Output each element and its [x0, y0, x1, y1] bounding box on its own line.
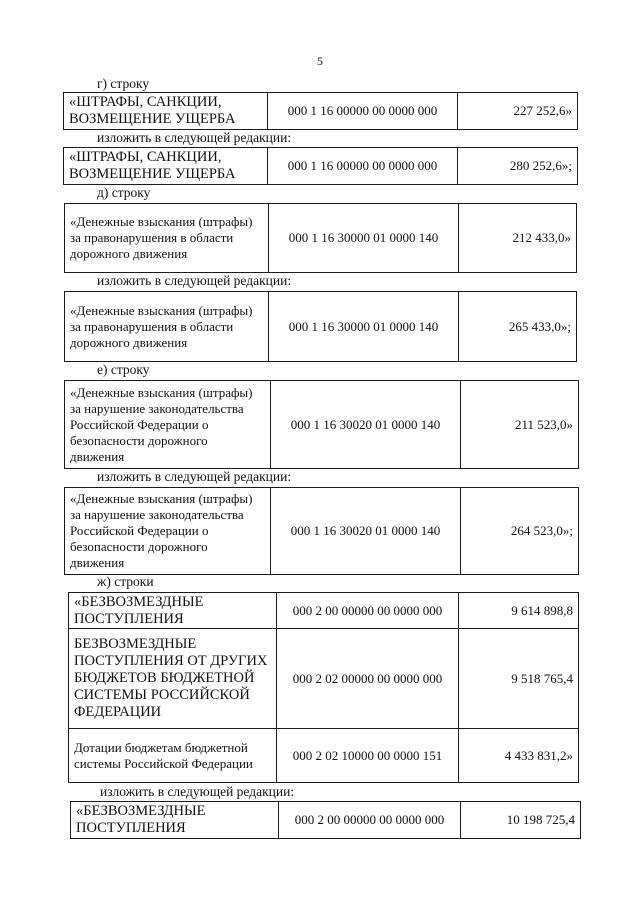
- instruction-replace: изложить в следующей редакции:: [97, 273, 292, 288]
- row-amount: 9 614 898,8: [459, 593, 579, 629]
- row-code: 000 1 16 00000 00 0000 000: [268, 93, 458, 130]
- table-row: [64, 380, 579, 469]
- row-amount: 227 252,6»: [458, 93, 578, 130]
- table-row: [64, 203, 577, 273]
- table-row: [64, 291, 577, 362]
- row-code: 000 1 16 30020 01 0000 140: [271, 381, 461, 469]
- row-amount: 4 433 831,2»: [459, 729, 579, 783]
- instruction-d: д) строку: [97, 185, 151, 200]
- row-code: 000 1 16 00000 00 0000 000: [268, 148, 458, 185]
- row-name: «Денежные взыскания (штрафы) за правонарушения в области дорожного движения: [65, 292, 269, 362]
- row-amount: 211 523,0»: [461, 381, 579, 469]
- row-amount: 9 518 765,4: [459, 629, 579, 729]
- table-row: [64, 487, 579, 575]
- row-code: 000 1 16 30020 01 0000 140: [271, 488, 461, 575]
- row-code: 000 2 00 00000 00 0000 000: [277, 593, 459, 629]
- row-name: «ШТРАФЫ, САНКЦИИ, ВОЗМЕЩЕНИЕ УЩЕРБА: [64, 93, 268, 130]
- row-name: Дотации бюджетам бюджетной системы Российской Федерации: [69, 729, 277, 783]
- instruction-g: г) строку: [97, 76, 150, 91]
- row-code: 000 2 02 00000 00 0000 000: [277, 629, 459, 729]
- row-code: 000 1 16 30000 01 0000 140: [269, 204, 459, 273]
- row-amount: 265 433,0»;: [459, 292, 577, 362]
- row-name: «ШТРАФЫ, САНКЦИИ, ВОЗМЕЩЕНИЕ УЩЕРБА: [64, 148, 268, 185]
- table-row: [68, 592, 579, 783]
- row-code: 000 2 00 00000 00 0000 000: [279, 802, 461, 839]
- instruction-replace: изложить в следующей редакции:: [97, 469, 292, 484]
- table-row: [70, 801, 581, 839]
- row-amount: 280 252,6»;: [458, 148, 578, 185]
- page-number: 5: [317, 54, 323, 68]
- instruction-replace: изложить в следующей редакции:: [97, 130, 292, 145]
- instruction-e: е) строку: [97, 362, 150, 377]
- row-name: БЕЗВОЗМЕЗДНЫЕ ПОСТУПЛЕНИЯ ОТ ДРУГИХ БЮДЖЕТОВ БЮДЖЕТНОЙ СИСТЕМЫ РОССИЙСКОЙ ФЕДЕРАЦИИ: [69, 629, 277, 729]
- row-name: «Денежные взыскания (штрафы) за правонарушения в области дорожного движения: [65, 204, 269, 273]
- table-row: [63, 147, 578, 185]
- instruction-zh: ж) строки: [97, 574, 154, 589]
- row-name: «БЕЗВОЗМЕЗДНЫЕ ПОСТУПЛЕНИЯ: [69, 593, 277, 629]
- row-code: 000 2 02 10000 00 0000 151: [277, 729, 459, 783]
- row-name: «Денежные взыскания (штрафы) за нарушение законодательства Российской Федерации о безопасности дорожного движения: [65, 488, 271, 575]
- row-name: «Денежные взыскания (штрафы) за нарушение законодательства Российской Федерации о безопасности дорожного движения: [65, 381, 271, 469]
- row-amount: 212 433,0»: [459, 204, 577, 273]
- row-code: 000 1 16 30000 01 0000 140: [269, 292, 459, 362]
- table-row: [63, 92, 578, 130]
- row-amount: 10 198 725,4: [461, 802, 581, 839]
- row-name: «БЕЗВОЗМЕЗДНЫЕ ПОСТУПЛЕНИЯ: [71, 802, 279, 839]
- instruction-replace: изложить в следующей редакции:: [100, 784, 295, 799]
- row-amount: 264 523,0»;: [461, 488, 579, 575]
